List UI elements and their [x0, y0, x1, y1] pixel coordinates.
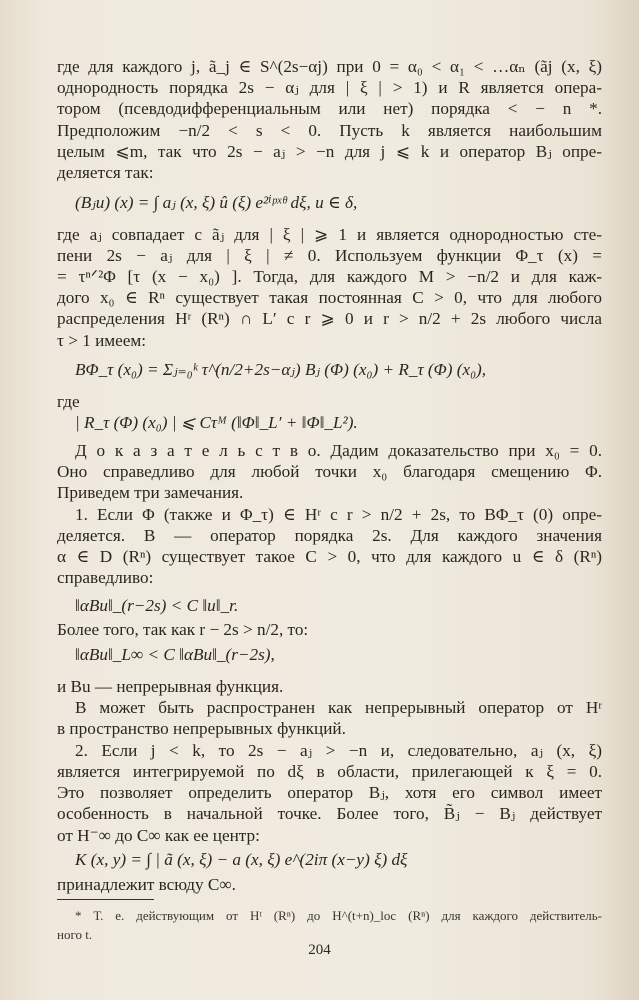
text-line: τ > 1 имеем: — [57, 331, 147, 350]
text-line: где для каждого j, ã_j ∈ S^(2s−αj) при 0 = α₀ < α₁ < …αₙ (ãj (x, ξ) — [57, 57, 602, 76]
formula-line: K (x, y) = ∫ | ã (x, ξ) − a (x, ξ) e^(2iπ (x−y) ξ) dξ — [75, 850, 408, 869]
text-line: α ∈ D (Rⁿ) существует такое C > 0, что для каждого u ∈ δ (Rⁿ) — [57, 547, 602, 566]
text-line: целым ⩽m, так что 2s − aⱼ > −n для j ⩽ k и оператор Bⱼ опре- — [57, 142, 602, 161]
text-line: пени 2s − aⱼ для | ξ | ≠ 0. Используем функции Φ_τ (x) = — [57, 246, 602, 265]
text-line: где — [57, 392, 80, 411]
formula-line: BΦ_τ (x₀) = Σⱼ₌₀ᵏ τ^(n/2+2s−αⱼ) Bⱼ (Φ) (x₀) + R_τ (Φ) (x₀), — [75, 360, 487, 379]
footnote-line: * Т. е. действующим от Hᵗ (Rⁿ) до H^(t+n)_loc (Rⁿ) для каждого действитель- — [75, 908, 602, 923]
text-line: распределения Hʳ (Rⁿ) ∩ L′ с r ⩾ 0 и r > n/2 + 2s любого числа — [57, 309, 602, 328]
text-line: 2. Если j < k, то 2s − aⱼ > −n и, следовательно, aⱼ (x, ξ) — [75, 741, 602, 760]
text-line: деляется так: — [57, 163, 154, 182]
text-line: в пространство непрерывных функций. — [57, 719, 346, 738]
footnote-divider — [57, 899, 154, 900]
text-line: Предположим −n/2 < s < 0. Пусть k является наибольшим — [57, 121, 602, 140]
text-line: где aⱼ совпадает с ãⱼ для | ξ | ⩾ 1 и является однородностью сте- — [57, 225, 602, 244]
text-line: особенность в начальной точке. Более того, B̃ⱼ − Bⱼ действует — [57, 804, 602, 823]
formula-line: ‖αBu‖_L∞ < C ‖αBu‖_(r−2s), — [75, 645, 275, 664]
text-line: Более того, так как r − 2s > n/2, то: — [57, 620, 309, 639]
text-line: от H⁻∞ до C∞ как ее центр: — [57, 826, 260, 845]
footnote-line: ного t. — [57, 927, 93, 942]
text-line: является интегрируемой по dξ в области, прилегающей к ξ = 0. — [57, 762, 602, 781]
text-line: тором (псевдодифференциальным или нет) порядка < − n *. — [57, 99, 602, 118]
text-line: B может быть распространен как непрерывный оператор от Hʳ — [75, 698, 602, 717]
page-number: 204 — [308, 942, 331, 958]
text-line: однородность порядка 2s − αⱼ для | ξ | > 1) и R является опера- — [57, 78, 602, 97]
text-line: = τⁿᐟ²Φ [τ (x − x₀) ]. Тогда, для каждого M > −n/2 и для каж- — [57, 267, 602, 286]
text-line: Д о к а з а т е л ь с т в о. Дадим доказательство при x₀ = 0. — [75, 441, 602, 460]
formula-line: ‖αBu‖_(r−2s) < C ‖u‖_r. — [75, 596, 239, 615]
text-line: принадлежит всюду C∞. — [57, 875, 236, 894]
text-line: деляется. B — оператор порядка 2s. Для каждого значения — [57, 526, 602, 545]
text-line: Это позволяет определить оператор Bⱼ, хотя его символ имеет — [57, 783, 602, 802]
text-line: и Bu — непрерывная функция. — [57, 677, 284, 696]
text-line: дого x₀ ∈ Rⁿ существует такая постоянная C > 0, что для любого — [57, 288, 602, 307]
formula-line: (Bⱼu) (x) = ∫ aⱼ (x, ξ) û (ξ) e²ⁱᵖˣᶿ dξ, u ∈ δ, — [75, 193, 358, 212]
text-line: Оно справедливо для любой точки x₀ благодаря смещению Φ. — [57, 462, 602, 481]
text-line: справедливо: — [57, 568, 154, 587]
formula-line: | R_τ (Φ) (x₀) | ⩽ Cτᴹ (‖Φ‖_L′ + ‖Φ‖_L²). — [75, 413, 358, 432]
text-line: 1. Если Φ (также и Φ_τ) ∈ Hʳ с r > n/2 + 2s, то BΦ_τ (0) опре- — [75, 505, 602, 524]
text-line: Приведем три замечания. — [57, 483, 244, 502]
